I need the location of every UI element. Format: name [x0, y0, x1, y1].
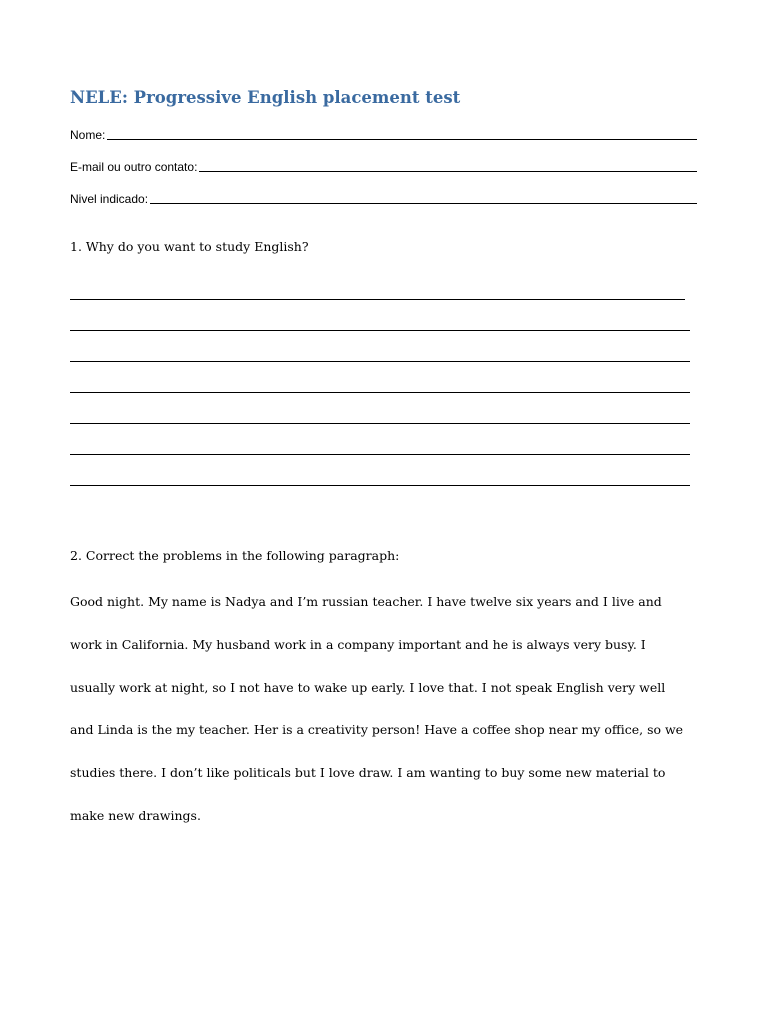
- page-title: NELE: Progressive English placement test: [70, 88, 461, 107]
- question-2: 2. Correct the problems in the following paragraph:: [70, 548, 400, 563]
- contact-blank-line[interactable]: [199, 171, 697, 172]
- paragraph-line: make new drawings.: [70, 808, 201, 823]
- paragraph-line: studies there. I don’t like politicals but I love draw. I am wanting to buy some new material to: [70, 765, 666, 780]
- answer-line[interactable]: [70, 485, 690, 486]
- contact-label: E-mail ou outro contato:: [70, 160, 198, 174]
- paragraph-line: work in California. My husband work in a company important and he is always very busy. I: [70, 637, 646, 652]
- name-blank-line[interactable]: [107, 139, 697, 140]
- question-1: 1. Why do you want to study English?: [70, 239, 309, 254]
- answer-line[interactable]: [70, 423, 690, 424]
- answer-line[interactable]: [70, 299, 685, 300]
- level-blank-line[interactable]: [150, 203, 697, 204]
- answer-line[interactable]: [70, 454, 690, 455]
- name-field[interactable]: [70, 124, 697, 142]
- contact-field[interactable]: [70, 156, 697, 174]
- answer-line[interactable]: [70, 361, 690, 362]
- answer-line[interactable]: [70, 330, 690, 331]
- name-label: Nome:: [70, 128, 106, 142]
- answer-line[interactable]: [70, 392, 690, 393]
- paragraph-line: usually work at night, so I not have to wake up early. I love that. I not speak English very well: [70, 680, 666, 695]
- level-field[interactable]: [70, 188, 697, 206]
- paragraph-line: Good night. My name is Nadya and I’m russian teacher. I have twelve six years and I live and: [70, 594, 662, 609]
- level-label: Nivel indicado:: [70, 192, 149, 206]
- paragraph-line: and Linda is the my teacher. Her is a creativity person! Have a coffee shop near my office, so we: [70, 722, 684, 737]
